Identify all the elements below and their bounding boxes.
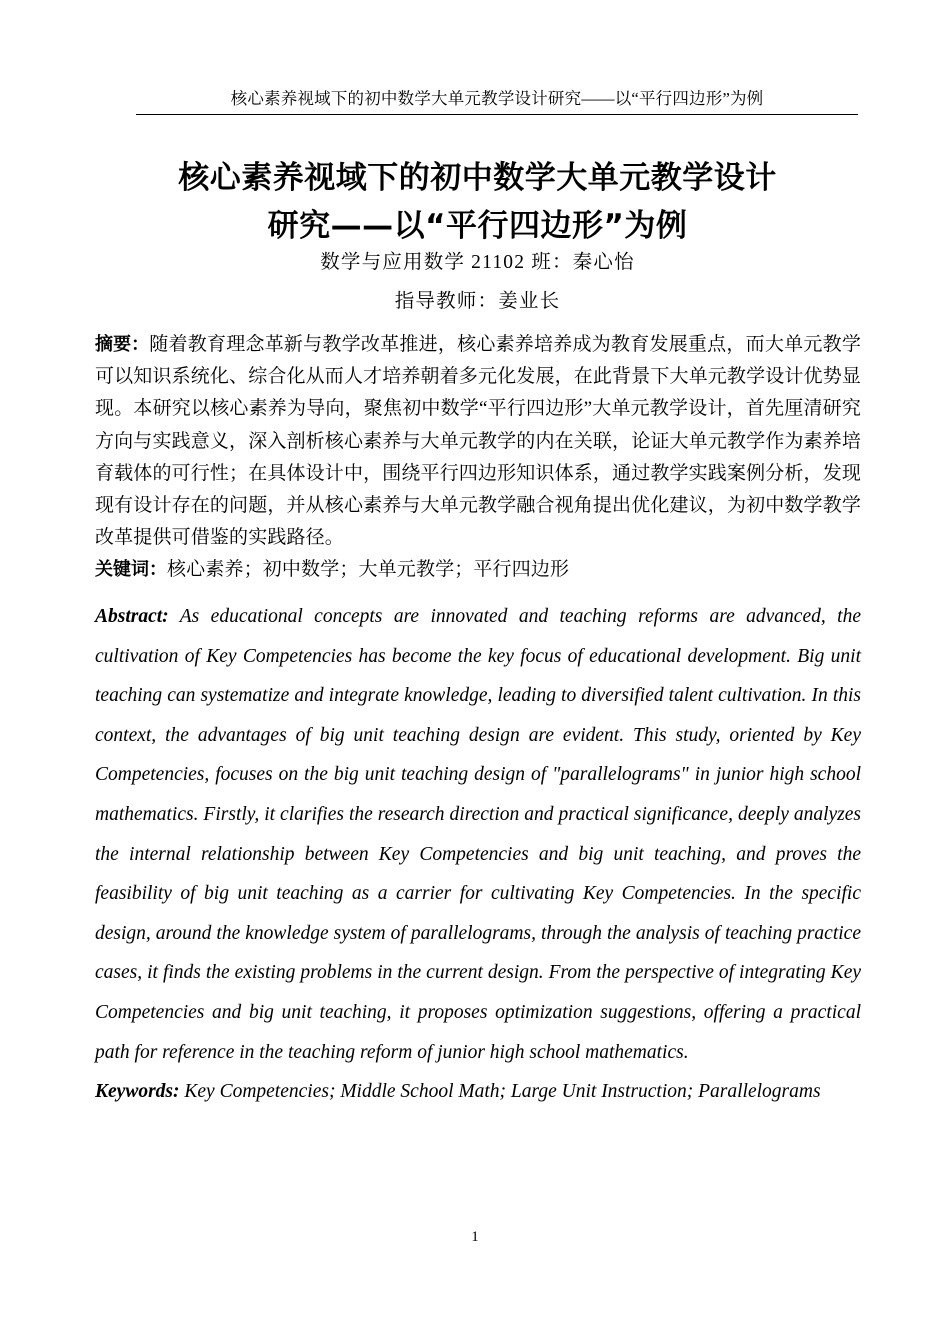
english-keywords-label: Keywords:	[95, 1081, 180, 1103]
page-title-line-1: 核心素养视域下的初中数学大单元教学设计	[178, 159, 777, 196]
chinese-abstract-body: 随着教育理念革新与教学改革推进，核心素养培养成为教育发展重点，而大单元教学可以知识系统化、综合化从而人才培养朝着多元化发展，在此背景下大单元教学设计优势显现。本研究以核心素养为导向，聚焦初中数学“平行四边形”大单元教学设计，首先厘清研究方向与实践意义，深入剖析核心素养与大单元教学的内在关联，论证大单元教学作为素养培育载体的可行性；在具体设计中，围绕平行四边形知识体系，通过教学实践案例分析，发现现有设计存在的问题，并从核心素养与大单元教学融合视角提出优化建议，为初中数学教学改革提供可借鉴的实践路径。	[95, 334, 862, 549]
english-keywords-paragraph	[95, 1072, 861, 1112]
page-title-line-2: 研究——以“平行四边形”为例	[267, 207, 688, 244]
chinese-keywords-label: 关键词：	[95, 559, 167, 581]
chinese-abstract-paragraph	[95, 329, 861, 554]
advisor-byline: 指导教师：姜业长	[394, 291, 561, 312]
chinese-abstract-section	[95, 329, 861, 587]
page-title	[95, 154, 860, 250]
english-abstract-paragraph	[95, 597, 861, 1072]
author-byline: 数学与应用数学 21102 班：秦心怡	[320, 252, 635, 273]
chinese-keywords-paragraph	[95, 554, 861, 586]
english-keywords-value: Key Competencies; Middle School Math; Large Unit Instruction; Parallelograms	[184, 1081, 821, 1103]
running-header: 核心素养视域下的初中数学大单元教学设计研究——以“平行四边形”为例	[230, 89, 764, 108]
english-abstract-body: As educational concepts are innovated and teaching reforms are advanced, the cultivation of Key Competencies has become the key focus of educational development. Big unit teaching can systematize and integrate knowledge, leading to diversified talent cultivation. In this context, the advantages of big unit teaching design are evident. This study, oriented by Key Competencies, focuses on the big unit teaching design of "parallelograms" in junior high school mathematics. Firstly, it clarifies the research direction and practical significance, deeply analyzes the internal relationship between Key Competencies and big unit teaching, and proves the feasibility of big unit teaching as a carrier for cultivating Key Competencies. In the specific design, around the knowledge system of parallelograms, through the analysis of teaching practice cases, it finds the existing problems in the current design. From the perspective of integrating Key Competencies and big unit teaching, it proposes optimization suggestions, offering a practical path for reference in the teaching reform of junior high school mathematics.	[95, 606, 861, 1063]
chinese-abstract-label: 摘要：	[95, 334, 150, 355]
chinese-keywords-value: 核心素养；初中数学；大单元教学；平行四边形	[167, 559, 570, 581]
header-rule-divider	[136, 114, 858, 115]
page-number: 1	[471, 1229, 479, 1245]
english-abstract-label: Abstract:	[95, 606, 169, 627]
english-abstract-section	[95, 597, 861, 1112]
